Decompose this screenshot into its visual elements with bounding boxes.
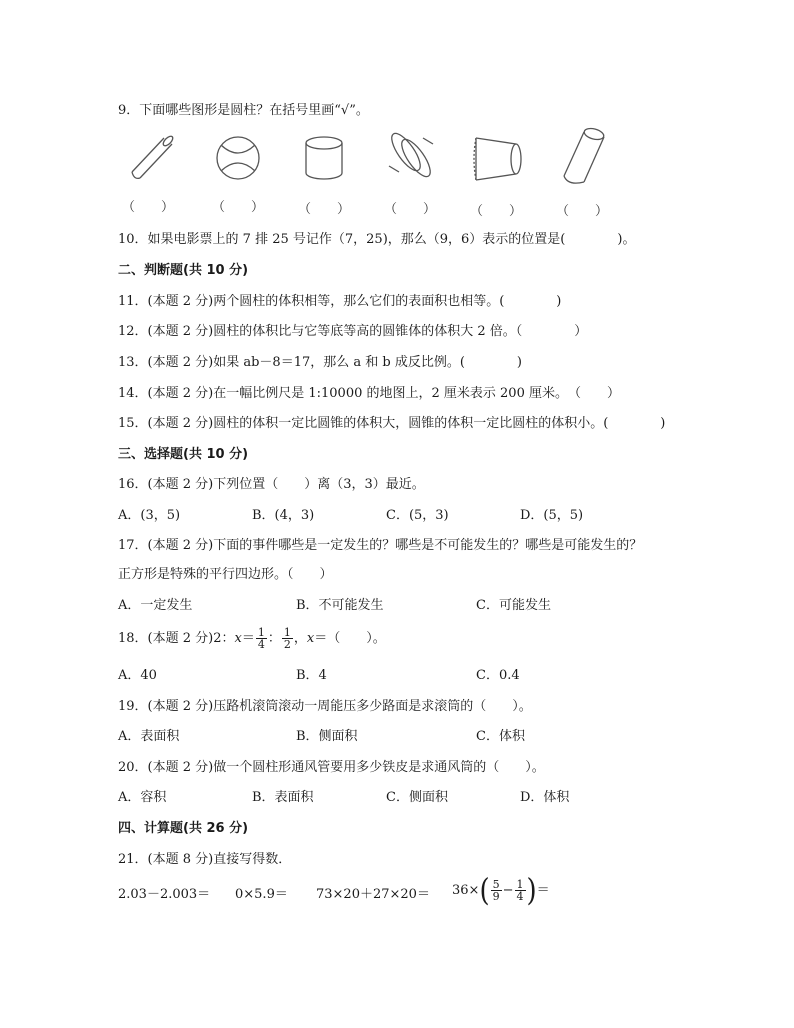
q18-var-2: x xyxy=(306,631,315,646)
right-paren: ) xyxy=(526,872,537,909)
q18-eq: ＝ xyxy=(241,631,255,646)
q17-option-c[interactable]: C．可能发生 xyxy=(476,598,551,613)
q21-item-4-prefix: 36× xyxy=(452,883,480,898)
q9-blank-4[interactable]: （ ） xyxy=(384,202,437,217)
q18-f2-denominator: 2 xyxy=(283,638,291,651)
q18-prefix: 18．(本题 2 分)2： xyxy=(118,631,235,646)
q21-f1-denominator: 9 xyxy=(492,890,500,903)
q21-item-2: 0×5.9＝ xyxy=(235,887,288,902)
q16-option-a[interactable]: A．(3，5) xyxy=(118,508,181,523)
q17-text-2: 正方形是特殊的平行四边形。（ ） xyxy=(118,567,333,582)
q16-option-b[interactable]: B．(4，3) xyxy=(252,508,315,523)
q18-f1-numerator: 1 xyxy=(257,626,265,639)
q18-var: x xyxy=(234,631,242,646)
q21-f2-numerator: 1 xyxy=(516,878,524,891)
q21-item-1: 2.03－2.003＝ xyxy=(118,887,211,902)
section-4-title: 四、计算题(共 26 分) xyxy=(118,821,249,836)
section-2-title: 二、判断题(共 10 分) xyxy=(118,263,249,278)
q17-text: 17．(本题 2 分)下面的事件哪些是一定发生的？哪些是不可能发生的？哪些是可能发生的？ xyxy=(118,538,643,553)
q19-option-b[interactable]: B．侧面积 xyxy=(296,729,358,744)
q20-option-c[interactable]: C．侧面积 xyxy=(386,790,448,805)
q17-option-a[interactable]: A．一定发生 xyxy=(118,598,193,613)
q18-f1-denominator: 4 xyxy=(257,638,265,651)
left-paren: ( xyxy=(479,872,490,909)
figure-frustum xyxy=(470,132,526,188)
q15-text: 15．(本题 2 分)圆柱的体积一定比圆锥的体积大，圆锥的体积一定比圆柱的体积小。( ) xyxy=(118,416,666,431)
q18-option-a[interactable]: A．40 xyxy=(118,668,157,683)
q21-f2-denominator: 4 xyxy=(516,890,524,903)
q21-item-3: 73×20＋27×20＝ xyxy=(316,887,430,902)
q17-option-b[interactable]: B．不可能发生 xyxy=(296,598,384,613)
q16-option-c[interactable]: C．(5，3) xyxy=(386,508,449,523)
q13-text: 13．(本题 2 分)如果 ab－8＝17，那么 a 和 b 成反比例。( ) xyxy=(118,355,522,370)
figure-stick-cylinder xyxy=(124,128,184,188)
figure-tilted-disc xyxy=(384,126,440,186)
q20-option-a[interactable]: A．容积 xyxy=(118,790,167,805)
q19-option-c[interactable]: C．体积 xyxy=(476,729,525,744)
q18-option-b[interactable]: B．4 xyxy=(296,668,327,683)
q9-blank-6[interactable]: （ ） xyxy=(556,204,609,219)
q11-text: 11．(本题 2 分)两个圆柱的体积相等，那么它们的表面积也相等。( ) xyxy=(118,294,562,309)
q18-sep: ， xyxy=(293,631,307,646)
q19-text: 19．(本题 2 分)压路机滚筒滚动一周能压多少路面是求滚筒的（ ）。 xyxy=(118,699,532,714)
q16-option-d[interactable]: D．(5，5) xyxy=(520,508,584,523)
q12-text: 12．(本题 2 分)圆柱的体积比与它等底等高的圆锥体的体积大 2 倍。（ ） xyxy=(118,324,588,339)
q9-blank-2[interactable]: （ ） xyxy=(212,200,265,215)
q21-f1-numerator: 5 xyxy=(492,878,500,891)
q20-option-b[interactable]: B．表面积 xyxy=(252,790,314,805)
section-3-title: 三、选择题(共 10 分) xyxy=(118,447,249,462)
q18-tail: ＝（ ）。 xyxy=(314,631,386,646)
figure-ball-sphere xyxy=(213,133,263,183)
q18-f2-numerator: 1 xyxy=(283,626,291,639)
q9-blank-5[interactable]: （ ） xyxy=(470,204,523,219)
q20-option-d[interactable]: D．体积 xyxy=(520,790,570,805)
q18-fraction-1 xyxy=(256,627,267,650)
q20-text: 20．(本题 2 分)做一个圆柱形通风管要用多少铁皮是求通风筒的（ ）。 xyxy=(118,760,545,775)
q21-minus: − xyxy=(502,883,514,898)
q18-option-c[interactable]: C．0.4 xyxy=(476,668,520,683)
q10-text: 10．如果电影票上的 7 排 25 号记作（7，25)，那么（9，6）表示的位置是( )。 xyxy=(118,232,636,247)
q9-text: 9．下面哪些图形是圆柱？在括号里画“√”。 xyxy=(118,103,369,118)
q9-blank-1[interactable]: （ ） xyxy=(122,200,175,215)
q14-text: 14．(本题 2 分)在一幅比例尺是 1:10000 的地图上，2 厘米表示 200 厘米。 （ ） xyxy=(118,386,620,401)
q16-text: 16．(本题 2 分)下列位置（ ）离（3，3）最近。 xyxy=(118,477,425,492)
q21-text: 21．(本题 8 分)直接写得数． xyxy=(118,852,292,867)
q9-blank-3[interactable]: （ ） xyxy=(298,202,351,217)
q21-fraction-2 xyxy=(515,879,526,902)
figure-slanted-cylinder xyxy=(558,124,608,188)
q21-item-4-suffix: ＝ xyxy=(536,883,550,898)
q18-text xyxy=(118,626,386,652)
figure-short-cylinder xyxy=(301,133,347,183)
q21-item-4 xyxy=(452,872,550,909)
q18-colon: ： xyxy=(267,631,281,646)
q19-option-a[interactable]: A．表面积 xyxy=(118,729,180,744)
q18-fraction-2 xyxy=(282,627,293,650)
q21-fraction-1 xyxy=(491,879,502,902)
